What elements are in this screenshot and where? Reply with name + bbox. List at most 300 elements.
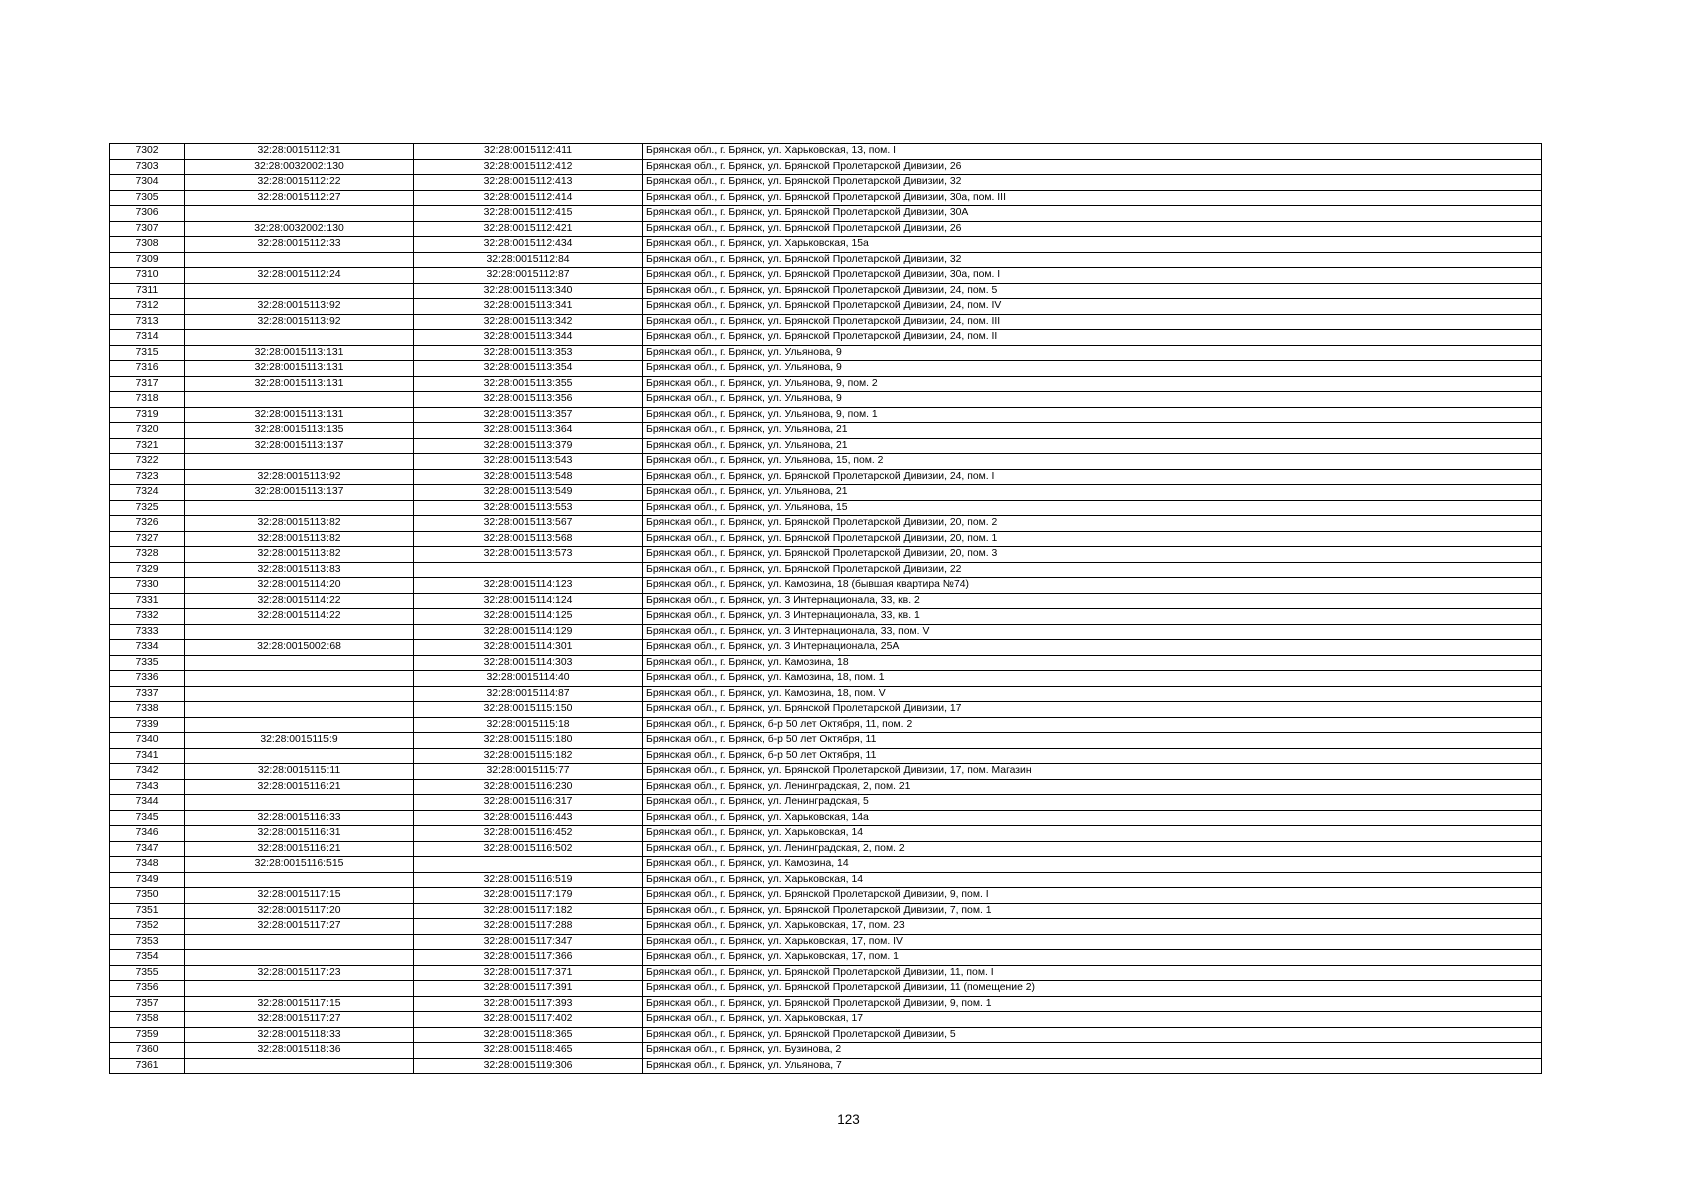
row-number-cell: 7335 [110,655,185,671]
table-row [110,1043,1542,1059]
table-row [110,981,1542,997]
address-cell: Брянская обл., г. Брянск, ул. Ленинградская, 2, пом. 21 [643,779,1542,795]
parent-cadastral-number-cell [185,717,414,733]
cadastral-number-cell: 32:28:0015116:317 [414,795,643,811]
cadastral-number-cell: 32:28:0015119:306 [414,1058,643,1074]
address-cell: Брянская обл., г. Брянск, ул. Ульянова, 21 [643,438,1542,454]
table-row [110,841,1542,857]
cadastral-number-cell: 32:28:0015113:344 [414,330,643,346]
address-cell: Брянская обл., г. Брянск, ул. Камозина, 14 [643,857,1542,873]
cadastral-number-cell: 32:28:0015112:415 [414,206,643,222]
row-number-cell: 7307 [110,221,185,237]
parent-cadastral-number-cell: 32:28:0015117:27 [185,919,414,935]
address-cell: Брянская обл., г. Брянск, ул. Брянской Пролетарской Дивизии, 24, пом. IV [643,299,1542,315]
row-number-cell: 7327 [110,531,185,547]
parent-cadastral-number-cell [185,454,414,470]
table-row [110,283,1542,299]
row-number-cell: 7359 [110,1027,185,1043]
cadastral-number-cell: 32:28:0015112:84 [414,252,643,268]
table-row [110,407,1542,423]
table-row [110,1012,1542,1028]
address-cell: Брянская обл., г. Брянск, ул. Ульянова, 9 [643,361,1542,377]
address-cell: Брянская обл., г. Брянск, ул. Брянской Пролетарской Дивизии, 24, пом. I [643,469,1542,485]
address-cell: Брянская обл., г. Брянск, б-р 50 лет Октября, 11 [643,748,1542,764]
table-row [110,469,1542,485]
table-row [110,578,1542,594]
parent-cadastral-number-cell: 32:28:0015002:68 [185,640,414,656]
address-cell: Брянская обл., г. Брянск, ул. 3 Интернационала, 25А [643,640,1542,656]
parent-cadastral-number-cell: 32:28:0015118:33 [185,1027,414,1043]
row-number-cell: 7357 [110,996,185,1012]
address-cell: Брянская обл., г. Брянск, ул. Камозина, 18, пом. V [643,686,1542,702]
row-number-cell: 7330 [110,578,185,594]
table-row [110,826,1542,842]
parent-cadastral-number-cell: 32:28:0015113:82 [185,531,414,547]
cadastral-number-cell: 32:28:0015117:391 [414,981,643,997]
address-cell: Брянская обл., г. Брянск, ул. Камозина, 18 [643,655,1542,671]
row-number-cell: 7325 [110,500,185,516]
table-row [110,965,1542,981]
table-row [110,593,1542,609]
table-row [110,159,1542,175]
row-number-cell: 7344 [110,795,185,811]
table-row [110,330,1542,346]
row-number-cell: 7354 [110,950,185,966]
table-row [110,500,1542,516]
row-number-cell: 7320 [110,423,185,439]
row-number-cell: 7326 [110,516,185,532]
table-row [110,392,1542,408]
table-row [110,485,1542,501]
address-cell: Брянская обл., г. Брянск, ул. Ульянова, 15 [643,500,1542,516]
parent-cadastral-number-cell: 32:28:0015117:15 [185,888,414,904]
cadastral-number-cell: 32:28:0015113:549 [414,485,643,501]
cadastral-number-cell: 32:28:0015114:123 [414,578,643,594]
table-row [110,175,1542,191]
cadastral-number-cell: 32:28:0015112:412 [414,159,643,175]
parent-cadastral-number-cell [185,1058,414,1074]
cadastral-number-cell: 32:28:0015113:340 [414,283,643,299]
parent-cadastral-number-cell [185,702,414,718]
address-cell: Брянская обл., г. Брянск, ул. Брянской Пролетарской Дивизии, 24, пом. III [643,314,1542,330]
table-row [110,640,1542,656]
row-number-cell: 7361 [110,1058,185,1074]
parent-cadastral-number-cell [185,795,414,811]
row-number-cell: 7356 [110,981,185,997]
row-number-cell: 7331 [110,593,185,609]
address-cell: Брянская обл., г. Брянск, ул. Брянской Пролетарской Дивизии, 17 [643,702,1542,718]
row-number-cell: 7321 [110,438,185,454]
cadastral-number-cell: 32:28:0015117:371 [414,965,643,981]
table-row [110,609,1542,625]
row-number-cell: 7346 [110,826,185,842]
cadastral-number-cell [414,857,643,873]
row-number-cell: 7312 [110,299,185,315]
cadastral-number-cell: 32:28:0015113:353 [414,345,643,361]
parent-cadastral-number-cell: 32:28:0015116:33 [185,810,414,826]
cadastral-number-cell: 32:28:0015116:502 [414,841,643,857]
address-cell: Брянская обл., г. Брянск, ул. Брянской Пролетарской Дивизии, 11, пом. I [643,965,1542,981]
table-row [110,779,1542,795]
cadastral-number-cell: 32:28:0015115:182 [414,748,643,764]
cadastral-number-cell: 32:28:0015113:341 [414,299,643,315]
address-cell: Брянская обл., г. Брянск, ул. Камозина, 18, пом. 1 [643,671,1542,687]
row-number-cell: 7314 [110,330,185,346]
cadastral-number-cell: 32:28:0015112:411 [414,144,643,160]
row-number-cell: 7316 [110,361,185,377]
row-number-cell: 7303 [110,159,185,175]
page-number: 123 [837,1112,860,1127]
cadastral-number-cell: 32:28:0015112:413 [414,175,643,191]
parent-cadastral-number-cell [185,934,414,950]
cadastral-number-cell: 32:28:0015117:288 [414,919,643,935]
parent-cadastral-number-cell: 32:28:0015113:131 [185,376,414,392]
parent-cadastral-number-cell: 32:28:0015113:92 [185,469,414,485]
parent-cadastral-number-cell: 32:28:0015116:31 [185,826,414,842]
address-cell: Брянская обл., г. Брянск, ул. Ленинградская, 2, пом. 2 [643,841,1542,857]
cadastral-number-cell: 32:28:0015114:125 [414,609,643,625]
address-cell: Брянская обл., г. Брянск, ул. Ульянова, 9 [643,345,1542,361]
table-row [110,516,1542,532]
cadastral-number-cell: 32:28:0015112:434 [414,237,643,253]
parent-cadastral-number-cell: 32:28:0032002:130 [185,221,414,237]
parent-cadastral-number-cell: 32:28:0015117:23 [185,965,414,981]
parent-cadastral-number-cell: 32:28:0015113:131 [185,407,414,423]
table-row [110,686,1542,702]
cadastral-number-cell: 32:28:0015113:543 [414,454,643,470]
parent-cadastral-number-cell: 32:28:0015113:92 [185,314,414,330]
parent-cadastral-number-cell: 32:28:0015113:137 [185,438,414,454]
cadastral-number-cell: 32:28:0015117:393 [414,996,643,1012]
table-row [110,764,1542,780]
table-row [110,1027,1542,1043]
cadastral-number-cell: 32:28:0015117:179 [414,888,643,904]
address-cell: Брянская обл., г. Брянск, ул. Брянской Пролетарской Дивизии, 26 [643,159,1542,175]
address-cell: Брянская обл., г. Брянск, ул. Брянской Пролетарской Дивизии, 20, пом. 2 [643,516,1542,532]
table-row [110,655,1542,671]
cadastral-number-cell: 32:28:0015114:303 [414,655,643,671]
cadastral-number-cell: 32:28:0015113:355 [414,376,643,392]
row-number-cell: 7338 [110,702,185,718]
cadastral-number-cell: 32:28:0015118:465 [414,1043,643,1059]
table-row [110,748,1542,764]
address-cell: Брянская обл., г. Брянск, ул. Брянской Пролетарской Дивизии, 9, пом. I [643,888,1542,904]
address-cell: Брянская обл., г. Брянск, ул. Брянской Пролетарской Дивизии, 30А [643,206,1542,222]
row-number-cell: 7336 [110,671,185,687]
cadastral-number-cell: 32:28:0015113:364 [414,423,643,439]
cadastral-number-cell: 32:28:0015116:443 [414,810,643,826]
parent-cadastral-number-cell [185,950,414,966]
address-cell: Брянская обл., г. Брянск, ул. Ленинградская, 5 [643,795,1542,811]
row-number-cell: 7310 [110,268,185,284]
table-row [110,299,1542,315]
table-row [110,531,1542,547]
cadastral-number-cell: 32:28:0015113:573 [414,547,643,563]
parent-cadastral-number-cell: 32:28:0015115:11 [185,764,414,780]
table-row [110,872,1542,888]
row-number-cell: 7323 [110,469,185,485]
row-number-cell: 7324 [110,485,185,501]
row-number-cell: 7358 [110,1012,185,1028]
address-cell: Брянская обл., г. Брянск, ул. Брянской Пролетарской Дивизии, 11 (помещение 2) [643,981,1542,997]
row-number-cell: 7342 [110,764,185,780]
address-cell: Брянская обл., г. Брянск, ул. Харьковская, 13, пом. I [643,144,1542,160]
row-number-cell: 7317 [110,376,185,392]
address-cell: Брянская обл., г. Брянск, ул. Ульянова, 15, пом. 2 [643,454,1542,470]
parent-cadastral-number-cell: 32:28:0015113:92 [185,299,414,315]
address-cell: Брянская обл., г. Брянск, ул. Брянской Пролетарской Дивизии, 9, пом. 1 [643,996,1542,1012]
table-row [110,423,1542,439]
row-number-cell: 7309 [110,252,185,268]
table-row [110,547,1542,563]
address-cell: Брянская обл., г. Брянск, ул. 3 Интернационала, 33, пом. V [643,624,1542,640]
row-number-cell: 7304 [110,175,185,191]
cadastral-number-cell: 32:28:0015113:354 [414,361,643,377]
address-cell: Брянская обл., г. Брянск, ул. Брянской Пролетарской Дивизии, 30а, пом. III [643,190,1542,206]
row-number-cell: 7328 [110,547,185,563]
parent-cadastral-number-cell: 32:28:0015112:31 [185,144,414,160]
table-row [110,376,1542,392]
row-number-cell: 7340 [110,733,185,749]
parent-cadastral-number-cell [185,981,414,997]
cadastral-number-cell: 32:28:0015117:182 [414,903,643,919]
address-cell: Брянская обл., г. Брянск, ул. Брянской Пролетарской Дивизии, 26 [643,221,1542,237]
table-row [110,888,1542,904]
parent-cadastral-number-cell: 32:28:0015114:20 [185,578,414,594]
row-number-cell: 7306 [110,206,185,222]
table-row [110,206,1542,222]
table-row [110,237,1542,253]
table-row [110,671,1542,687]
address-cell: Брянская обл., г. Брянск, б-р 50 лет Октября, 11, пом. 2 [643,717,1542,733]
row-number-cell: 7329 [110,562,185,578]
address-cell: Брянская обл., г. Брянск, ул. Брянской Пролетарской Дивизии, 24, пом. II [643,330,1542,346]
parent-cadastral-number-cell [185,686,414,702]
cadastral-number-cell: 32:28:0015114:301 [414,640,643,656]
table-row [110,903,1542,919]
cadastral-number-cell: 32:28:0015114:129 [414,624,643,640]
parent-cadastral-number-cell: 32:28:0015112:27 [185,190,414,206]
row-number-cell: 7352 [110,919,185,935]
table-row [110,314,1542,330]
parent-cadastral-number-cell [185,655,414,671]
row-number-cell: 7347 [110,841,185,857]
parent-cadastral-number-cell: 32:28:0015112:24 [185,268,414,284]
address-cell: Брянская обл., г. Брянск, ул. Брянской Пролетарской Дивизии, 20, пом. 3 [643,547,1542,563]
cadastral-number-cell: 32:28:0015113:553 [414,500,643,516]
table-row [110,190,1542,206]
cadastral-number-cell: 32:28:0015115:150 [414,702,643,718]
address-cell: Брянская обл., г. Брянск, ул. Брянской Пролетарской Дивизии, 32 [643,252,1542,268]
table-row [110,144,1542,160]
table-row [110,562,1542,578]
table-row [110,950,1542,966]
parent-cadastral-number-cell [185,392,414,408]
cadastral-number-cell [414,562,643,578]
cadastral-number-cell: 32:28:0015117:402 [414,1012,643,1028]
parent-cadastral-number-cell: 32:28:0015113:82 [185,547,414,563]
parent-cadastral-number-cell: 32:28:0015118:36 [185,1043,414,1059]
cadastral-number-cell: 32:28:0015113:568 [414,531,643,547]
row-number-cell: 7315 [110,345,185,361]
cadastral-number-cell: 32:28:0015113:356 [414,392,643,408]
row-number-cell: 7339 [110,717,185,733]
parent-cadastral-number-cell: 32:28:0015116:21 [185,779,414,795]
parent-cadastral-number-cell [185,872,414,888]
address-cell: Брянская обл., г. Брянск, ул. Брянской Пролетарской Дивизии, 7, пом. 1 [643,903,1542,919]
parent-cadastral-number-cell: 32:28:0015113:131 [185,361,414,377]
row-number-cell: 7319 [110,407,185,423]
registry-table-body [110,144,1542,1074]
cadastral-number-cell: 32:28:0015112:87 [414,268,643,284]
cadastral-number-cell: 32:28:0015118:365 [414,1027,643,1043]
address-cell: Брянская обл., г. Брянск, ул. Харьковская, 17, пом. 1 [643,950,1542,966]
address-cell: Брянская обл., г. Брянск, ул. Бузинова, 2 [643,1043,1542,1059]
parent-cadastral-number-cell: 32:28:0015116:515 [185,857,414,873]
parent-cadastral-number-cell: 32:28:0015117:15 [185,996,414,1012]
row-number-cell: 7333 [110,624,185,640]
address-cell: Брянская обл., г. Брянск, ул. 3 Интернационала, 33, кв. 1 [643,609,1542,625]
table-row [110,919,1542,935]
table-row [110,996,1542,1012]
table-row [110,733,1542,749]
table-row [110,795,1542,811]
table-row [110,361,1542,377]
address-cell: Брянская обл., г. Брянск, ул. Харьковская, 14 [643,872,1542,888]
row-number-cell: 7353 [110,934,185,950]
row-number-cell: 7341 [110,748,185,764]
row-number-cell: 7350 [110,888,185,904]
address-cell: Брянская обл., г. Брянск, ул. Камозина, 18 (бывшая квартира №74) [643,578,1542,594]
parent-cadastral-number-cell [185,330,414,346]
row-number-cell: 7343 [110,779,185,795]
address-cell: Брянская обл., г. Брянск, ул. Брянской Пролетарской Дивизии, 30а, пом. I [643,268,1542,284]
row-number-cell: 7311 [110,283,185,299]
parent-cadastral-number-cell: 32:28:0015113:83 [185,562,414,578]
parent-cadastral-number-cell: 32:28:0015113:131 [185,345,414,361]
cadastral-number-cell: 32:28:0015115:180 [414,733,643,749]
parent-cadastral-number-cell: 32:28:0015113:135 [185,423,414,439]
parent-cadastral-number-cell [185,671,414,687]
row-number-cell: 7332 [110,609,185,625]
parent-cadastral-number-cell: 32:28:0015117:20 [185,903,414,919]
address-cell: Брянская обл., г. Брянск, б-р 50 лет Октября, 11 [643,733,1542,749]
table-row [110,268,1542,284]
row-number-cell: 7349 [110,872,185,888]
row-number-cell: 7313 [110,314,185,330]
parent-cadastral-number-cell: 32:28:0015115:9 [185,733,414,749]
address-cell: Брянская обл., г. Брянск, ул. Ульянова, 21 [643,423,1542,439]
registry-table [109,143,1542,1074]
cadastral-number-cell: 32:28:0015113:567 [414,516,643,532]
table-row [110,345,1542,361]
cadastral-number-cell: 32:28:0015116:519 [414,872,643,888]
address-cell: Брянская обл., г. Брянск, ул. Ульянова, 21 [643,485,1542,501]
row-number-cell: 7348 [110,857,185,873]
table-row [110,717,1542,733]
parent-cadastral-number-cell: 32:28:0032002:130 [185,159,414,175]
address-cell: Брянская обл., г. Брянск, ул. Харьковская, 14а [643,810,1542,826]
address-cell: Брянская обл., г. Брянск, ул. Брянской Пролетарской Дивизии, 20, пом. 1 [643,531,1542,547]
cadastral-number-cell: 32:28:0015117:347 [414,934,643,950]
row-number-cell: 7345 [110,810,185,826]
parent-cadastral-number-cell [185,500,414,516]
table-row [110,221,1542,237]
table-row [110,810,1542,826]
address-cell: Брянская обл., г. Брянск, ул. Ульянова, 7 [643,1058,1542,1074]
table-row [110,857,1542,873]
cadastral-number-cell: 32:28:0015114:40 [414,671,643,687]
address-cell: Брянская обл., г. Брянск, ул. Брянской Пролетарской Дивизии, 32 [643,175,1542,191]
address-cell: Брянская обл., г. Брянск, ул. Харьковская, 15а [643,237,1542,253]
parent-cadastral-number-cell: 32:28:0015113:137 [185,485,414,501]
cadastral-number-cell: 32:28:0015113:379 [414,438,643,454]
row-number-cell: 7308 [110,237,185,253]
address-cell: Брянская обл., г. Брянск, ул. Харьковская, 14 [643,826,1542,842]
parent-cadastral-number-cell: 32:28:0015113:82 [185,516,414,532]
row-number-cell: 7337 [110,686,185,702]
cadastral-number-cell: 32:28:0015115:18 [414,717,643,733]
parent-cadastral-number-cell: 32:28:0015112:33 [185,237,414,253]
address-cell: Брянская обл., г. Брянск, ул. Харьковская, 17, пом. 23 [643,919,1542,935]
parent-cadastral-number-cell [185,624,414,640]
address-cell: Брянская обл., г. Брянск, ул. Ульянова, 9, пом. 2 [643,376,1542,392]
address-cell: Брянская обл., г. Брянск, ул. Ульянова, 9 [643,392,1542,408]
row-number-cell: 7318 [110,392,185,408]
parent-cadastral-number-cell [185,283,414,299]
row-number-cell: 7334 [110,640,185,656]
parent-cadastral-number-cell: 32:28:0015114:22 [185,609,414,625]
address-cell: Брянская обл., г. Брянск, ул. Брянской Пролетарской Дивизии, 24, пом. 5 [643,283,1542,299]
address-cell: Брянская обл., г. Брянск, ул. Брянской Пролетарской Дивизии, 17, пом. Магазин [643,764,1542,780]
address-cell: Брянская обл., г. Брянск, ул. Харьковская, 17 [643,1012,1542,1028]
row-number-cell: 7360 [110,1043,185,1059]
parent-cadastral-number-cell: 32:28:0015117:27 [185,1012,414,1028]
parent-cadastral-number-cell [185,252,414,268]
address-cell: Брянская обл., г. Брянск, ул. Брянской Пролетарской Дивизии, 5 [643,1027,1542,1043]
address-cell: Брянская обл., г. Брянск, ул. Брянской Пролетарской Дивизии, 22 [643,562,1542,578]
row-number-cell: 7322 [110,454,185,470]
cadastral-number-cell: 32:28:0015113:357 [414,407,643,423]
cadastral-number-cell: 32:28:0015113:548 [414,469,643,485]
table-row [110,454,1542,470]
parent-cadastral-number-cell: 32:28:0015112:22 [185,175,414,191]
cadastral-number-cell: 32:28:0015112:414 [414,190,643,206]
table-row [110,934,1542,950]
parent-cadastral-number-cell: 32:28:0015114:22 [185,593,414,609]
address-cell: Брянская обл., г. Брянск, ул. 3 Интернационала, 33, кв. 2 [643,593,1542,609]
parent-cadastral-number-cell [185,206,414,222]
parent-cadastral-number-cell [185,748,414,764]
table-row [110,438,1542,454]
cadastral-number-cell: 32:28:0015114:87 [414,686,643,702]
row-number-cell: 7351 [110,903,185,919]
cadastral-number-cell: 32:28:0015116:452 [414,826,643,842]
address-cell: Брянская обл., г. Брянск, ул. Харьковская, 17, пом. IV [643,934,1542,950]
cadastral-number-cell: 32:28:0015112:421 [414,221,643,237]
table-row [110,1058,1542,1074]
row-number-cell: 7302 [110,144,185,160]
cadastral-number-cell: 32:28:0015117:366 [414,950,643,966]
table-row [110,702,1542,718]
parent-cadastral-number-cell: 32:28:0015116:21 [185,841,414,857]
row-number-cell: 7305 [110,190,185,206]
cadastral-number-cell: 32:28:0015113:342 [414,314,643,330]
table-row [110,252,1542,268]
cadastral-number-cell: 32:28:0015114:124 [414,593,643,609]
cadastral-number-cell: 32:28:0015116:230 [414,779,643,795]
row-number-cell: 7355 [110,965,185,981]
